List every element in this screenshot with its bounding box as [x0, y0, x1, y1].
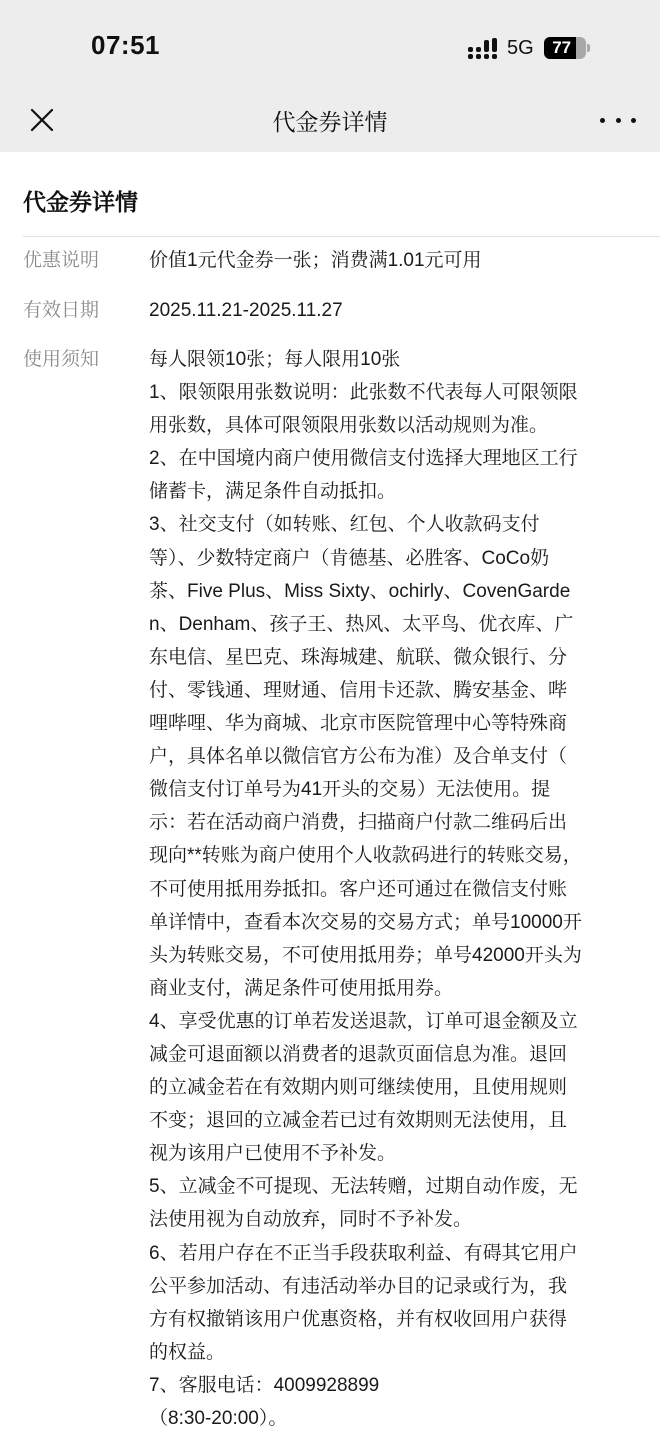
usage-line: n、Denham、孩子王、热风、太平鸟、优衣库、广 — [149, 613, 574, 635]
usage-line: 头为转账交易，不可使用抵用券；单号42000开头为 — [149, 944, 582, 966]
usage-line: 单详情中，查看本次交易的交易方式；单号10000开 — [149, 911, 582, 933]
usage-line: 东电信、星巴克、珠海城建、航联、微众银行、分 — [149, 646, 568, 668]
page-title: 代金券详情 — [272, 109, 388, 135]
customer-service-hours: （8:30-20:00）。 — [149, 1408, 288, 1429]
benefit-label: 优惠说明 — [23, 250, 100, 271]
usage-line: 的权益。 — [149, 1341, 226, 1363]
usage-line: 5、立减金不可提现、无法转赠，过期自动作废，无 — [149, 1176, 578, 1198]
more-icon — [616, 118, 621, 123]
usage-line: 示：若在活动商户消费，扫描商户付款二维码后出 — [149, 812, 568, 834]
usage-line: 储蓄卡，满足条件自动抵扣。 — [149, 481, 397, 503]
usage-line: 6、若用户存在不正当手段获取利益、有碍其它用户 — [149, 1242, 578, 1264]
usage-line: 不变；退回的立减金若已过有效期则无法使用，且 — [149, 1110, 568, 1132]
usage-line: 公平参加活动、有违活动举办目的记录或行为，我 — [149, 1275, 568, 1297]
usage-line: 不可使用抵用券抵扣。客户还可通过在微信支付账 — [149, 878, 568, 900]
more-button[interactable] — [600, 108, 636, 132]
benefit-value: 价值1元代金券一张；消费满1.01元可用 — [149, 250, 482, 271]
usage-line: 付、零钱通、理财通、信用卡还款、腾安基金、哔 — [149, 679, 568, 701]
signal-bars-icon — [468, 37, 497, 59]
usage-line: 茶、Five Plus、Miss Sixty、ochirly、CovenGarde — [149, 580, 571, 602]
status-bar — [0, 0, 660, 92]
battery-icon — [544, 37, 586, 59]
usage-line: 用张数，具体可限领限用张数以活动规则为准。 — [149, 415, 549, 437]
network-type: 5G — [507, 36, 534, 59]
status-time: 07:51 — [91, 30, 160, 60]
divider — [23, 236, 660, 237]
usage-label: 使用须知 — [23, 349, 100, 370]
battery-percent: 77 — [552, 38, 572, 57]
nav-bar — [0, 92, 660, 152]
more-icon — [600, 118, 605, 123]
usage-line: 等）、少数特定商户（肯德基、必胜客、CoCo奶 — [149, 547, 550, 569]
usage-line: 现向**转账为商户使用个人收款码进行的转账交易， — [149, 845, 582, 867]
status-indicators — [468, 34, 590, 62]
section-title: 代金券详情 — [23, 189, 138, 215]
usage-line: 4、享受优惠的订单若发送退款，订单可退金额及立 — [149, 1010, 578, 1032]
usage-line: 2、在中国境内商户使用微信支付选择大理地区工行 — [149, 448, 578, 470]
battery-cap — [587, 44, 590, 52]
usage-line: 微信支付订单号为41开头的交易）无法使用。提 — [149, 779, 551, 801]
customer-service-phone: 7、客服电话：4009928899 — [149, 1374, 380, 1396]
usage-line: 方有权撤销该用户优惠资格，并有权收回用户获得 — [149, 1308, 568, 1330]
validity-value: 2025.11.21-2025.11.27 — [149, 300, 343, 321]
usage-line: 每人限领10张；每人限用10张 — [149, 349, 401, 370]
usage-line: 的立减金若在有效期内则可继续使用，且使用规则 — [149, 1077, 568, 1099]
usage-line: 户，具体名单以微信官方公布为准）及合单支付（ — [149, 746, 568, 768]
usage-line: 哩哔哩、华为商城、北京市医院管理中心等特殊商 — [149, 713, 568, 735]
usage-line: 法使用视为自动放弃，同时不予补发。 — [149, 1209, 473, 1231]
usage-notes — [149, 343, 627, 1435]
more-icon — [631, 118, 636, 123]
usage-line: 视为该用户已使用不予补发。 — [149, 1143, 397, 1165]
usage-line: 3、社交支付（如转账、红包、个人收款码支付 — [149, 514, 540, 536]
validity-label: 有效日期 — [23, 300, 100, 321]
usage-line: 1、限领限用张数说明：此张数不代表每人可限领限 — [149, 382, 578, 404]
usage-line: 减金可退面额以消费者的退款页面信息为准。退回 — [149, 1043, 568, 1065]
usage-line: 商业支付，满足条件可使用抵用券。 — [149, 977, 454, 999]
